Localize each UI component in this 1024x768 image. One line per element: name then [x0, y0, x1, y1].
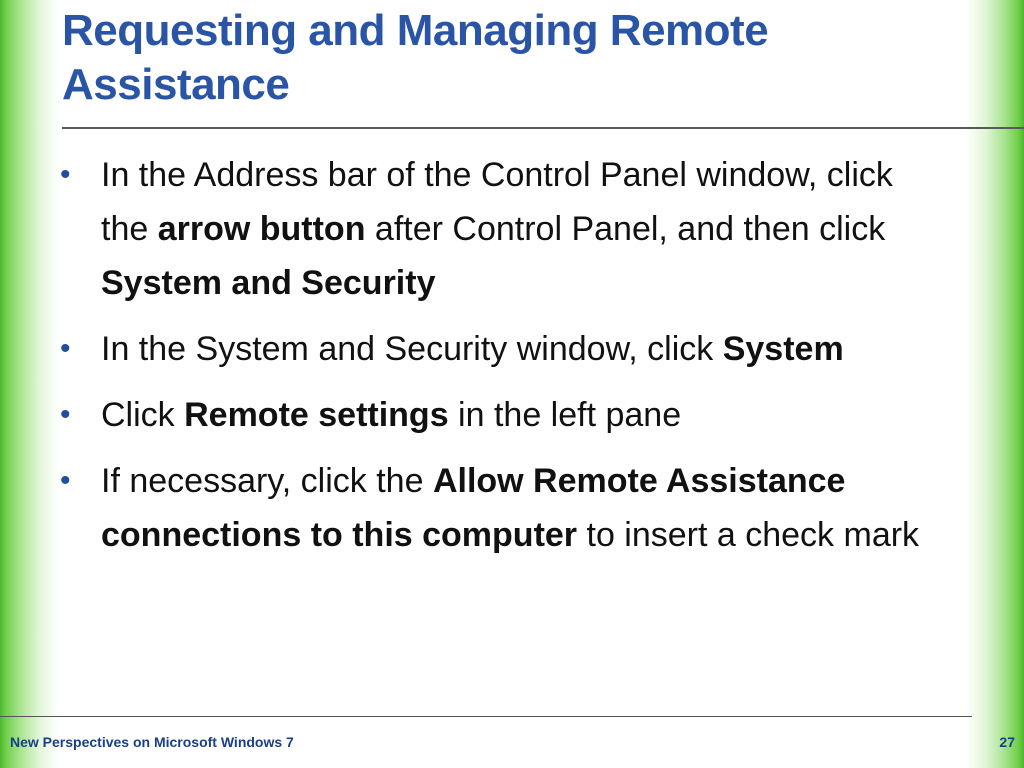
- bullet-dot-icon: •: [60, 332, 71, 365]
- footer-divider: [0, 716, 972, 717]
- bullet-2-text-1: In the System and Security window, click: [101, 330, 723, 368]
- bullet-3-text-1: Click: [101, 396, 185, 434]
- bullet-3-bold-remote-settings: Remote settings: [184, 396, 449, 434]
- bullet-1-text-2: after Control Panel, and then click: [365, 210, 886, 248]
- bullet-4-bold-allow-remote-assistance: Allow Remote Assistance connections to this computer: [101, 462, 846, 554]
- bullet-item-2: [58, 322, 948, 376]
- bullet-text-3: [101, 396, 681, 434]
- footer-course-title: New Perspectives on Microsoft Windows 7: [10, 734, 294, 750]
- left-green-accent-bar: [0, 0, 58, 768]
- slide-title: Requesting and Managing Remote Assistance: [62, 6, 769, 109]
- bullet-list: [58, 148, 948, 574]
- title-divider: [62, 127, 1024, 129]
- bullet-item-1: [58, 148, 948, 310]
- bullet-1-text-1: In the Address bar of the Control Panel window, click the: [101, 156, 893, 248]
- bullet-dot-icon: •: [60, 398, 71, 431]
- bullet-1-bold-system-and-security: System and Security: [101, 264, 436, 302]
- page-number: 27: [999, 734, 1015, 750]
- bullet-item-3: [58, 388, 948, 442]
- bullet-text-2: [101, 330, 844, 368]
- bullet-1-bold-arrow-button: arrow button: [157, 210, 366, 248]
- bullet-2-bold-system: System: [722, 330, 844, 368]
- bullet-text-4: [101, 462, 919, 554]
- bullet-item-4: [58, 454, 948, 562]
- bullet-dot-icon: •: [60, 464, 71, 497]
- bullet-4-text-2: to insert a check mark: [577, 516, 920, 554]
- bullet-3-text-2: in the left pane: [448, 396, 682, 434]
- right-green-accent-bar: [966, 0, 1024, 768]
- bullet-4-text-1: If necessary, click the: [101, 462, 433, 500]
- bullet-text-1: [101, 156, 893, 302]
- bullet-dot-icon: •: [60, 158, 71, 191]
